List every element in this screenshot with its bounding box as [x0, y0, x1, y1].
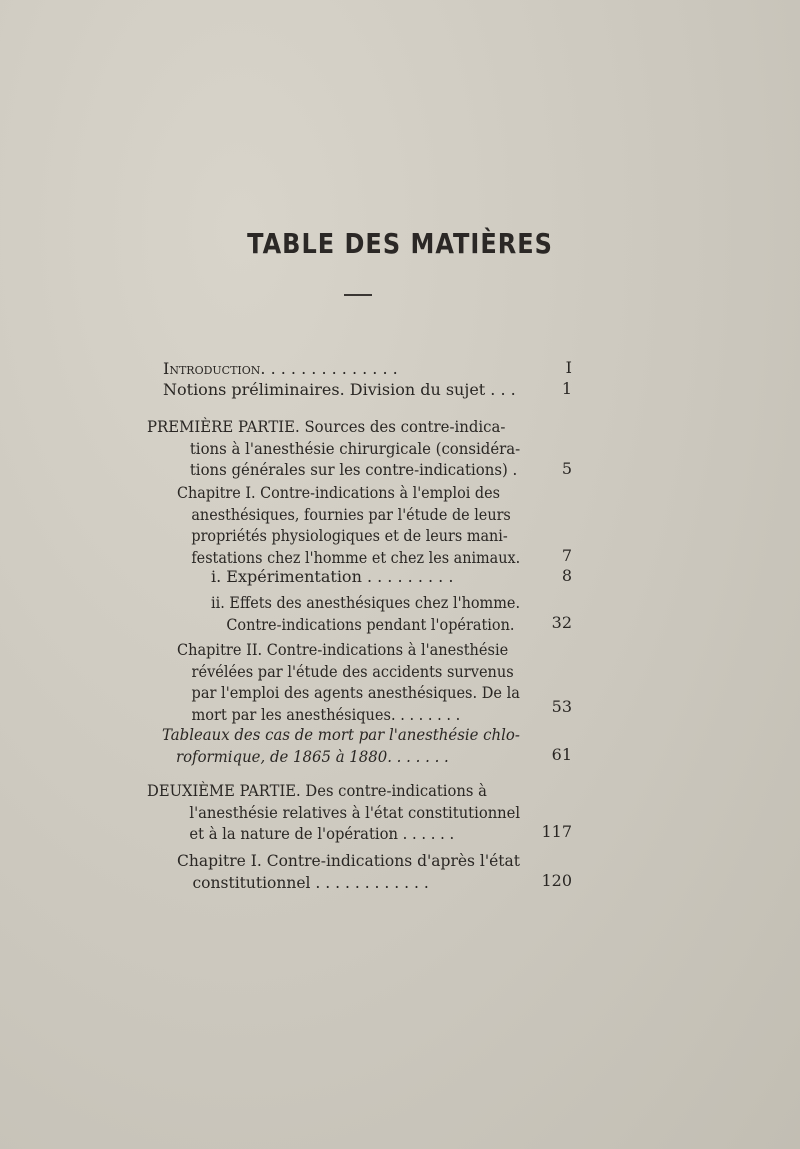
- toc-entry-chapitre-1-deuxieme: [177, 850, 520, 893]
- page-title: TABLE DES MATIÈRES: [247, 227, 553, 261]
- toc-entry-premiere-partie: [147, 416, 520, 481]
- toc-entry-text: l'anesthésie relatives à l'état constitutionnel: [189, 802, 521, 822]
- toc-page-number: 8: [561, 566, 572, 585]
- toc-entry-text: DEUXIÈME PARTIE. Des contre-indications à: [147, 781, 487, 800]
- toc-entry-text: roformique, de 1865 à 1880. . . . . . .: [175, 746, 449, 766]
- toc-entry-introduction: [163, 358, 398, 380]
- toc-entry-text: par l'emploi des agents anesthésiques. De la: [191, 683, 520, 702]
- toc-entry-text: propriétés physiologiques et de leurs mani-: [191, 526, 508, 545]
- toc-entry-experimentation: [211, 566, 453, 588]
- title-divider: [344, 294, 372, 296]
- toc-entry-text: tions générales sur les contre-indications) .: [189, 460, 518, 479]
- toc-page-number: I: [565, 358, 572, 377]
- toc-page-number: 32: [551, 613, 572, 632]
- toc-page-number: 120: [541, 871, 572, 890]
- toc-entry-chapitre-1: [177, 482, 520, 568]
- toc-entry-chapitre-2: [177, 639, 520, 725]
- toc-entry-text: ii. Effets des anesthésiques chez l'homme.: [211, 593, 521, 612]
- toc-entry-text: constitutionnel . . . . . . . . . . . .: [192, 872, 429, 892]
- toc-entry-text: anesthésiques, fournies par l'étude de leurs: [191, 504, 511, 524]
- toc-page-number: 1: [561, 379, 572, 398]
- toc-entry-notions: [163, 379, 516, 401]
- toc-entry-text: Contre-indications pendant l'opération.: [226, 614, 515, 634]
- toc-page-number: 5: [561, 459, 572, 478]
- toc-entry-deuxieme-partie: [147, 780, 520, 845]
- toc-entry-text: festations chez l'homme et chez les animaux.: [191, 547, 521, 567]
- toc-entry-text: Tableaux des cas de mort par l'anesthésie chlo-: [162, 725, 520, 744]
- toc-entry-effets: [211, 592, 520, 635]
- toc-entry-text: Chapitre II. Contre-indications à l'anesthésie: [177, 640, 509, 659]
- toc-entry-text: tions à l'anesthésie chirurgicale (considéra-: [189, 438, 521, 458]
- toc-page-number: 117: [541, 822, 572, 841]
- toc-entry-text: Chapitre I. Contre-indications à l'emploi des: [177, 483, 500, 502]
- toc-entry-text: et à la nature de l'opération . . . . . .: [189, 824, 455, 843]
- toc-page-number: 61: [551, 745, 572, 764]
- toc-entry-text: Notions préliminaires. Division du sujet . . .: [163, 380, 516, 399]
- toc-page-number: 7: [561, 546, 572, 565]
- toc-entry-tableaux: [162, 724, 520, 767]
- toc-page-number: 53: [551, 697, 572, 716]
- toc-entry-text: PREMIÈRE PARTIE. Sources des contre-indica-: [147, 417, 506, 436]
- toc-entry-text: Introduction. . . . . . . . . . . . . .: [163, 359, 398, 378]
- toc-entry-text: révélées par l'étude des accidents survenus: [191, 661, 514, 681]
- toc-entry-text: mort par les anesthésiques. . . . . . . .: [191, 704, 461, 724]
- toc-entry-text: i. Expérimentation . . . . . . . . .: [211, 567, 454, 586]
- toc-entry-text: Chapitre I. Contre-indications d'après l'état: [177, 851, 521, 870]
